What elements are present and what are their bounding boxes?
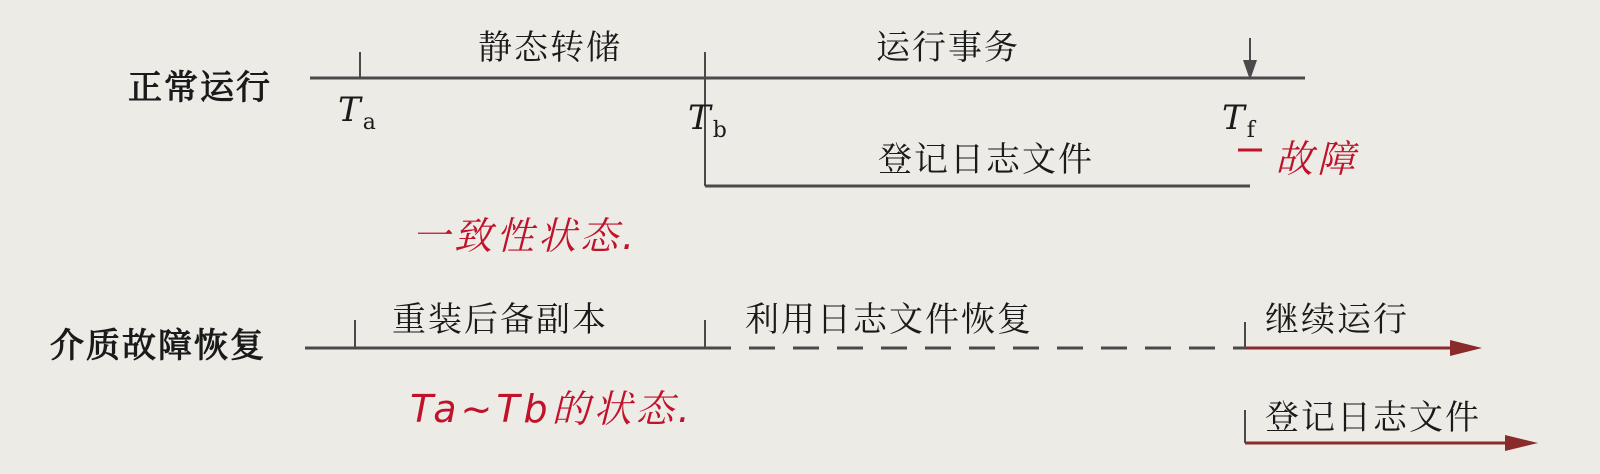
tick-label-tb: $T_b$ bbox=[688, 98, 729, 143]
annotation-ta-tb-state: Ta~Tb的状态. bbox=[410, 387, 694, 431]
segment-static-dump: 静态转储 bbox=[478, 28, 622, 68]
log-registration-label-2: 登记日志文件 bbox=[1265, 398, 1481, 438]
segment-running-transactions: 运行事务 bbox=[876, 28, 1020, 68]
log-bracket-2-arrowhead bbox=[1505, 435, 1538, 451]
segment-continue-run: 继续运行 bbox=[1265, 300, 1409, 340]
log-registration-label-1: 登记日志文件 bbox=[878, 140, 1094, 180]
tick-label-tf: $T_f$ bbox=[1222, 98, 1257, 143]
continue-run-arrowhead bbox=[1450, 340, 1482, 356]
segment-log-recovery: 利用日志文件恢复 bbox=[745, 300, 1033, 340]
annotation-consistent-state: 一致性状态. bbox=[412, 214, 639, 258]
annotation-fault: 故障 bbox=[1275, 137, 1360, 181]
tick-label-ta: $T_a$ bbox=[338, 90, 378, 135]
normal-run-row-label: 正常运行 bbox=[128, 68, 272, 108]
segment-reload-backup: 重装后备副本 bbox=[392, 300, 608, 340]
media-recovery-row-label: 介质故障恢复 bbox=[50, 326, 266, 366]
